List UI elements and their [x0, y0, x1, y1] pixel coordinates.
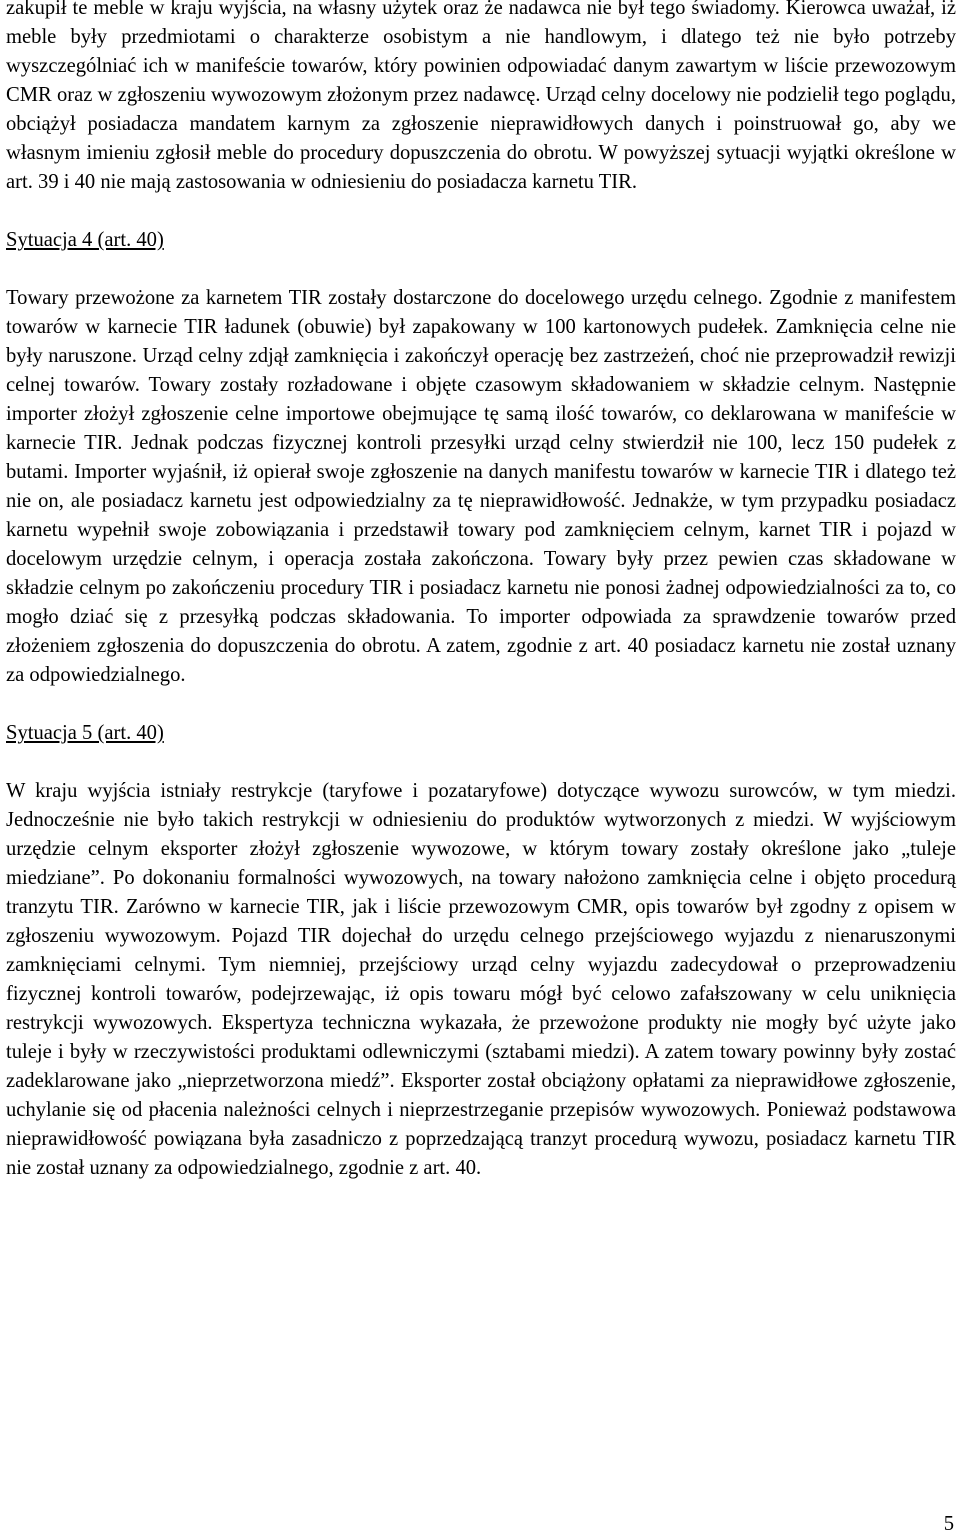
situation-5-heading: Sytuacja 5 (art. 40)	[6, 722, 164, 744]
situation-4-paragraph: Towary przewożone za karnetem TIR zostały dostarczone do docelowego urzędu celnego. Zgodnie z manifestem towarów w karnecie TIR ładunek (obuwie) był zapakowany w 100 kartonowych pudełek. Zamknięcia celne nie były naruszone. Urząd celny zdjął zamknięcia i zakończył operację bez zastrzeżeń, choć nie przeprowadził rewizji celnej towarów. Towary zostały rozładowane i objęte czasowym składowaniem w składzie celnym. Następnie importer złożył zgłoszenie celne importowe obejmujące tę samą ilość towarów, co deklarowana w manifeście w karnecie TIR. Jednak podczas fizycznej kontroli przesyłki urząd celny stwierdził nie 100, lecz 150 pudełek z butami. Importer wyjaśnił, iż opierał swoje zgłoszenie na danych manifestu towarów w karnecie TIR i dlatego też nie on, ale posiadacz karnetu jest odpowiedzialny za tę nieprawidłowość. Jednakże, w tym przypadku posiadacz karnetu wypełnił swoje zobowiązania i przedstawił towary pod zamknięciem celnym, karnet TIR i pojazd w docelowym urzędzie celnym, i operacja została zakończona. Towary były przez pewien czas składowane w składzie celnym po zakończeniu procedury TIR i posiadacz karnetu nie ponosi żadnej odpowiedzialności za to, co mogło dziać się z przesyłką podczas składowania. To importer odpowiada za sprawdzenie towarów przed złożeniem zgłoszenia do dopuszczenia do obrotu. A zatem, zgodnie z art. 40 posiadacz karnetu nie został uznany za odpowiedzialnego.	[6, 287, 956, 686]
situation-4-heading: Sytuacja 4 (art. 40)	[6, 229, 164, 251]
intro-paragraph: zakupił te meble w kraju wyjścia, na własny użytek oraz że nadawca nie był tego świadomy. Kierowca uważał, iż meble były przedmiotami o charakterze osobistym a nie handlowym, i dlatego też nie było potrzeby wyszczególniać ich w manifeście towarów, który powinien odpowiadać danym zawartym w liście przewozowym CMR oraz w zgłoszeniu wywozowym złożonym przez nadawcę. Urząd celny docelowy nie podzielił tego poglądu, obciążył posiadacza mandatem karnym za zgłoszenie nieprawidłowych danych i poinstruował go, aby we własnym imieniu zgłosił meble do procedury dopuszczenia do obrotu. W powyższej sytuacji wyjątki określone w art. 39 i 40 nie mają zastosowania w odniesieniu do posiadacza karnetu TIR.	[6, 0, 956, 193]
page-number: 5	[943, 1513, 954, 1535]
situation-5-paragraph: W kraju wyjścia istniały restrykcje (taryfowe i pozataryfowe) dotyczące wywozu surowców, w tym miedzi. Jednocześnie nie było takich restrykcji w odniesieniu do produktów wytworzonych z miedzi. W wyjściowym urzędzie celnym eksporter złożył zgłoszenie wywozowe, w którym towary zostały określone jako „tuleje miedziane”. Po dokonaniu formalności wywozowych, na towary nałożono zamknięcia celne i objęto procedurą tranzytu TIR. Zarówno w karnecie TIR, jak i liście przewozowym CMR, opis towarów był zgodny z opisem w zgłoszeniu wywozowym. Pojazd TIR dojechał do urzędu celnego przejściowego wyjazdu z nienaruszonymi zamknięciami celnymi. Tym niemniej, przejściowy urząd celny wyjazdu zadecydował o przeprowadzeniu fizycznej kontroli towarów, podejrzewając, iż opis towaru mógł być celowo zafałszowany w celu uniknięcia restrykcji wywozowych. Ekspertyza techniczna wykazała, że przewożone produkty nie mogły być użyte jako tuleje i były w rzeczywistości produktami odlewniczymi (sztabami miedzi). A zatem towary powinny były zostać zadeklarowane jako „nieprzetworzona miedź”. Eksporter został obciążony opłatami za nieprawidłowe zgłoszenie, uchylanie się od płacenia należności celnych i nieprzestrzeganie przepisów wywozowych. Ponieważ podstawowa nieprawidłowość powiązana była zasadniczo z poprzedzającą tranzyt procedurą wywozu, posiadacz karnetu TIR nie został uznany za odpowiedzialnego, zgodnie z art. 40.	[6, 780, 956, 1179]
document-page	[6, 0, 956, 1183]
